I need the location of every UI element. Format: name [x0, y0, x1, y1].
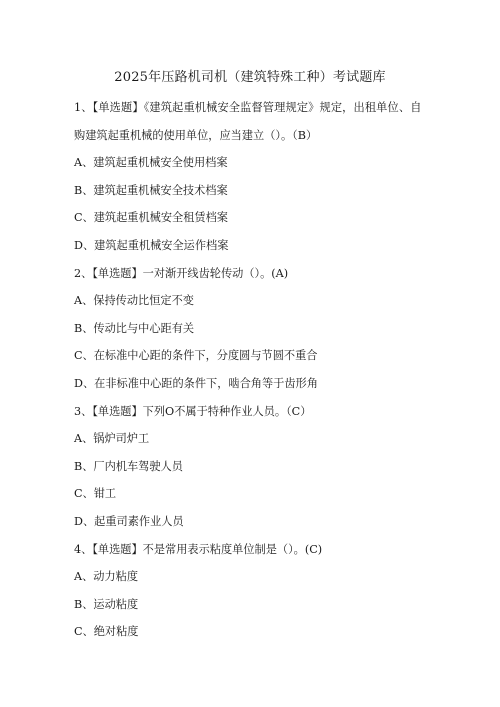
question-1-option-a: A、建筑起重机械安全使用档案	[74, 156, 228, 170]
question-1-text-line-1: 1、【单选题】《建筑起重机械安全监督管理规定》规定，出租单位、自	[74, 101, 422, 114]
question-2-option-a: A、保持传动比恒定不变	[74, 294, 194, 308]
question-2-text: 2、【单选题】一对渐开线齿轮传动（）。(A)	[74, 266, 289, 280]
question-4-option-c: C、绝对粘度	[74, 625, 139, 639]
question-2-option-c: C、在标准中心距的条件下，分度圆与节圆不重合	[74, 349, 318, 363]
question-3-option-c: C、钳工	[74, 487, 117, 501]
question-list	[74, 94, 434, 646]
question-1-text-line-2: 购建筑起重机械的使用单位，应当建立（）。（B）	[74, 128, 318, 142]
question-4-option-a: A、动力粘度	[74, 570, 139, 584]
question-2-option-b: B、传动比与中心距有关	[74, 321, 195, 335]
question-4-option-b: B、运动粘度	[74, 597, 139, 611]
question-1-option-d: D、建筑起重机械安全运作档案	[74, 238, 229, 252]
question-1-option-b: B、建筑起重机械安全技术档案	[74, 183, 228, 197]
question-3-option-d: D、起重司素作业人员	[74, 514, 184, 528]
question-3-option-b: B、厂内机车驾驶人员	[74, 459, 183, 473]
question-1-option-c: C、建筑起重机械安全租赁档案	[74, 211, 228, 225]
question-3-option-a: A、锅炉司炉工	[74, 432, 150, 446]
question-2-option-d: D、在非标准中心距的条件下，啮合角等于齿形角	[74, 376, 318, 390]
question-4-text: 4、【单选题】不是常用表示粘度单位制是（）。(C)	[74, 542, 323, 556]
document-title: 2025年压路机司机（建筑特殊工种）考试题库	[114, 70, 386, 85]
question-3-text: 3、【单选题】下列O不属于特种作业人员。（C）	[74, 404, 312, 418]
